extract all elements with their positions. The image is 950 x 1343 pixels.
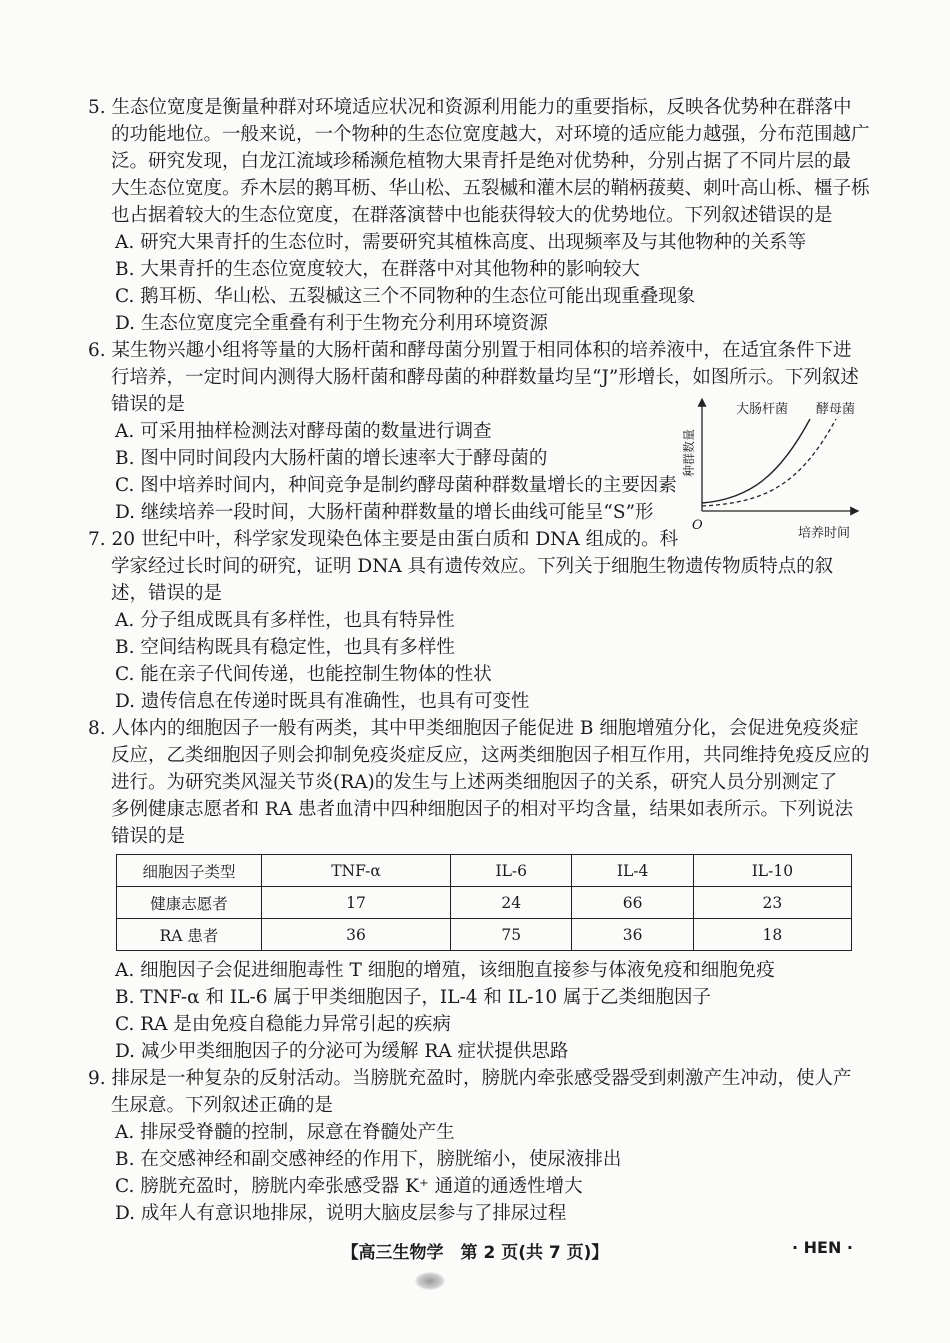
legend-label-yeast: 酵母菌: [816, 402, 856, 417]
x-axis-label: 培养时间: [798, 526, 851, 541]
q7-option-d: D. 遗传信息在传递时既具有准确性，也具有可变性: [115, 691, 530, 712]
q7-option-b: B. 空间结构既具有稳定性，也具有多样性: [115, 637, 455, 658]
series-line-yeast: [702, 419, 836, 506]
q5-option-a: A. 研究大果青扦的生态位时，需要研究其植株高度、出现频率及与其他物种的关系等: [115, 232, 807, 253]
q5-stem-line: 的功能地位。一般来说，一个物种的生态位宽度越大，对环境的适应能力越强，分布范围越广: [111, 124, 870, 145]
q6-stem-line: 错误的是: [111, 394, 186, 415]
q7-option-c: C. 能在亲子代间传递，也能控制生物体的性状: [115, 664, 492, 685]
scan-smudge: [415, 1272, 445, 1290]
table-cell: 36: [262, 919, 451, 951]
table-cell: 24: [451, 887, 572, 919]
q5-option-d: D. 生态位宽度完全重叠有利于生物充分利用环境资源: [115, 313, 548, 334]
q9-option-a: A. 排尿受脊髓的控制，尿意在脊髓处产生: [115, 1122, 455, 1143]
q5-option-b: B. 大果青扦的生态位宽度较大，在群落中对其他物种的影响较大: [115, 259, 640, 280]
q8-stem-line: 多例健康志愿者和 RA 患者血清中四种细胞因子的相对平均含量，结果如表所示。下列说法: [111, 799, 854, 820]
q8-option-a: A. 细胞因子会促进细胞毒性 T 细胞的增殖，该细胞直接参与体液免疫和细胞免疫: [115, 960, 775, 981]
q9-option-c: C. 膀胱充盈时，膀胱内牵张感受器 K⁺ 通道的通透性增大: [115, 1176, 583, 1197]
q8-option-b: B. TNF-α 和 IL-6 属于甲类细胞因子，IL-4 和 IL-10 属于乙类细胞因子: [115, 987, 712, 1008]
series-line-ecoli: [702, 419, 810, 503]
table-cell: 75: [451, 919, 572, 951]
q8-option-d: D. 减少甲类细胞因子的分泌可为缓解 RA 症状提供思路: [115, 1041, 569, 1062]
table-header-cell: TNF-α: [262, 855, 451, 887]
table-cell: RA 患者: [117, 919, 262, 951]
q7-stem-line: 学家经过长时间的研究，证明 DNA 具有遗传效应。下列关于细胞生物遗传物质特点的叙: [111, 556, 834, 577]
legend-label-ecoli: 大肠杆菌: [736, 402, 789, 417]
table-header-cell: 细胞因子类型: [117, 855, 262, 887]
q6-stem-line: 行培养，一定时间内测得大肠杆菌和酵母菌的种群数量均呈“J”形增长，如图所示。下列叙述: [111, 367, 859, 388]
q8-stem-line: 进行。为研究类风湿关节炎(RA)的发生与上述两类细胞因子的关系，研究人员分别测定了: [111, 772, 838, 793]
q8-stem-line: 8. 人体内的细胞因子一般有两类，其中甲类细胞因子能促进 B 细胞增殖分化，会促进免疫炎症: [88, 718, 859, 739]
q8-stem-line: 错误的是: [111, 826, 186, 847]
table-row: [117, 887, 852, 919]
q6-option-c: C. 图中培养时间内，种间竞争是制约酵母菌种群数量增长的主要因素: [115, 475, 677, 496]
table-row: [117, 919, 852, 951]
q5-option-c: C. 鹅耳枥、华山松、五裂槭这三个不同物种的生态位可能出现重叠现象: [115, 286, 696, 307]
table-cell: 18: [693, 919, 851, 951]
cytokine-table: [116, 854, 852, 951]
page-footer-label: 【高三生物学 第 2 页(共 7 页)】: [341, 1243, 609, 1263]
q7-stem-line: 述，错误的是: [111, 583, 223, 604]
q6-option-a: A. 可采用抽样检测法对酵母菌的数量进行调查: [115, 421, 492, 442]
q7-option-a: A. 分子组成既具有多样性，也具有特异性: [115, 610, 455, 631]
q8-stem-line: 反应，乙类细胞因子则会抑制免疫炎症反应，这两类细胞因子相互作用，共同维持免疫反应的: [111, 745, 870, 766]
table-cell: 17: [262, 887, 451, 919]
q8-option-c: C. RA 是由免疫自稳能力异常引起的疾病: [115, 1014, 451, 1035]
growth-curve-chart: [680, 395, 865, 545]
q9-stem-line: 9. 排尿是一种复杂的反射活动。当膀胱充盈时，膀胱内牵张感受器受到刺激产生冲动，使人产: [88, 1068, 852, 1089]
table-header-cell: IL-10: [693, 855, 851, 887]
q6-stem-line: 6. 某生物兴趣小组将等量的大肠杆菌和酵母菌分别置于相同体积的培养液中，在适宜条件下进: [88, 340, 852, 361]
table-header-cell: IL-4: [572, 855, 693, 887]
q5-stem-line: 5. 生态位宽度是衡量种群对环境适应状况和资源利用能力的重要指标，反映各优势种在群落中: [88, 97, 852, 118]
q7-stem-line: 7. 20 世纪中叶，科学家发现染色体主要是由蛋白质和 DNA 组成的。科: [88, 529, 679, 550]
q5-stem-line: 也占据着较大的生态位宽度，在群落演替中也能获得较大的优势地位。下列叙述错误的是: [111, 205, 833, 226]
table-header-cell: IL-6: [451, 855, 572, 887]
page-footer-code: · HEN ·: [792, 1238, 854, 1257]
table-cell: 23: [693, 887, 851, 919]
q9-stem-line: 生尿意。下列叙述正确的是: [111, 1095, 334, 1116]
table-header-row: [117, 855, 852, 887]
q6-option-d: D. 继续培养一段时间，大肠杆菌种群数量的增长曲线可能呈“S”形: [115, 502, 654, 523]
q5-stem-line: 大生态位宽度。乔木层的鹅耳枥、华山松、五裂槭和灌木层的鞘柄菝葜、刺叶高山栎、橿子栎: [111, 178, 870, 199]
q9-option-d: D. 成年人有意识地排尿，说明大脑皮层参与了排尿过程: [115, 1203, 567, 1224]
q9-option-b: B. 在交感神经和副交感神经的作用下，膀胱缩小，使尿液排出: [115, 1149, 622, 1170]
table-cell: 66: [572, 887, 693, 919]
table-cell: 健康志愿者: [117, 887, 262, 919]
q6-option-b: B. 图中同时间段内大肠杆菌的增长速率大于酵母菌的: [115, 448, 548, 469]
q5-stem-line: 泛。研究发现，白龙江流域珍稀濒危植物大果青扦是绝对优势种，分别占据了不同片层的最: [111, 151, 852, 172]
origin-label: O: [692, 518, 703, 533]
table-cell: 36: [572, 919, 693, 951]
y-axis-label: 种群数量: [682, 428, 696, 477]
